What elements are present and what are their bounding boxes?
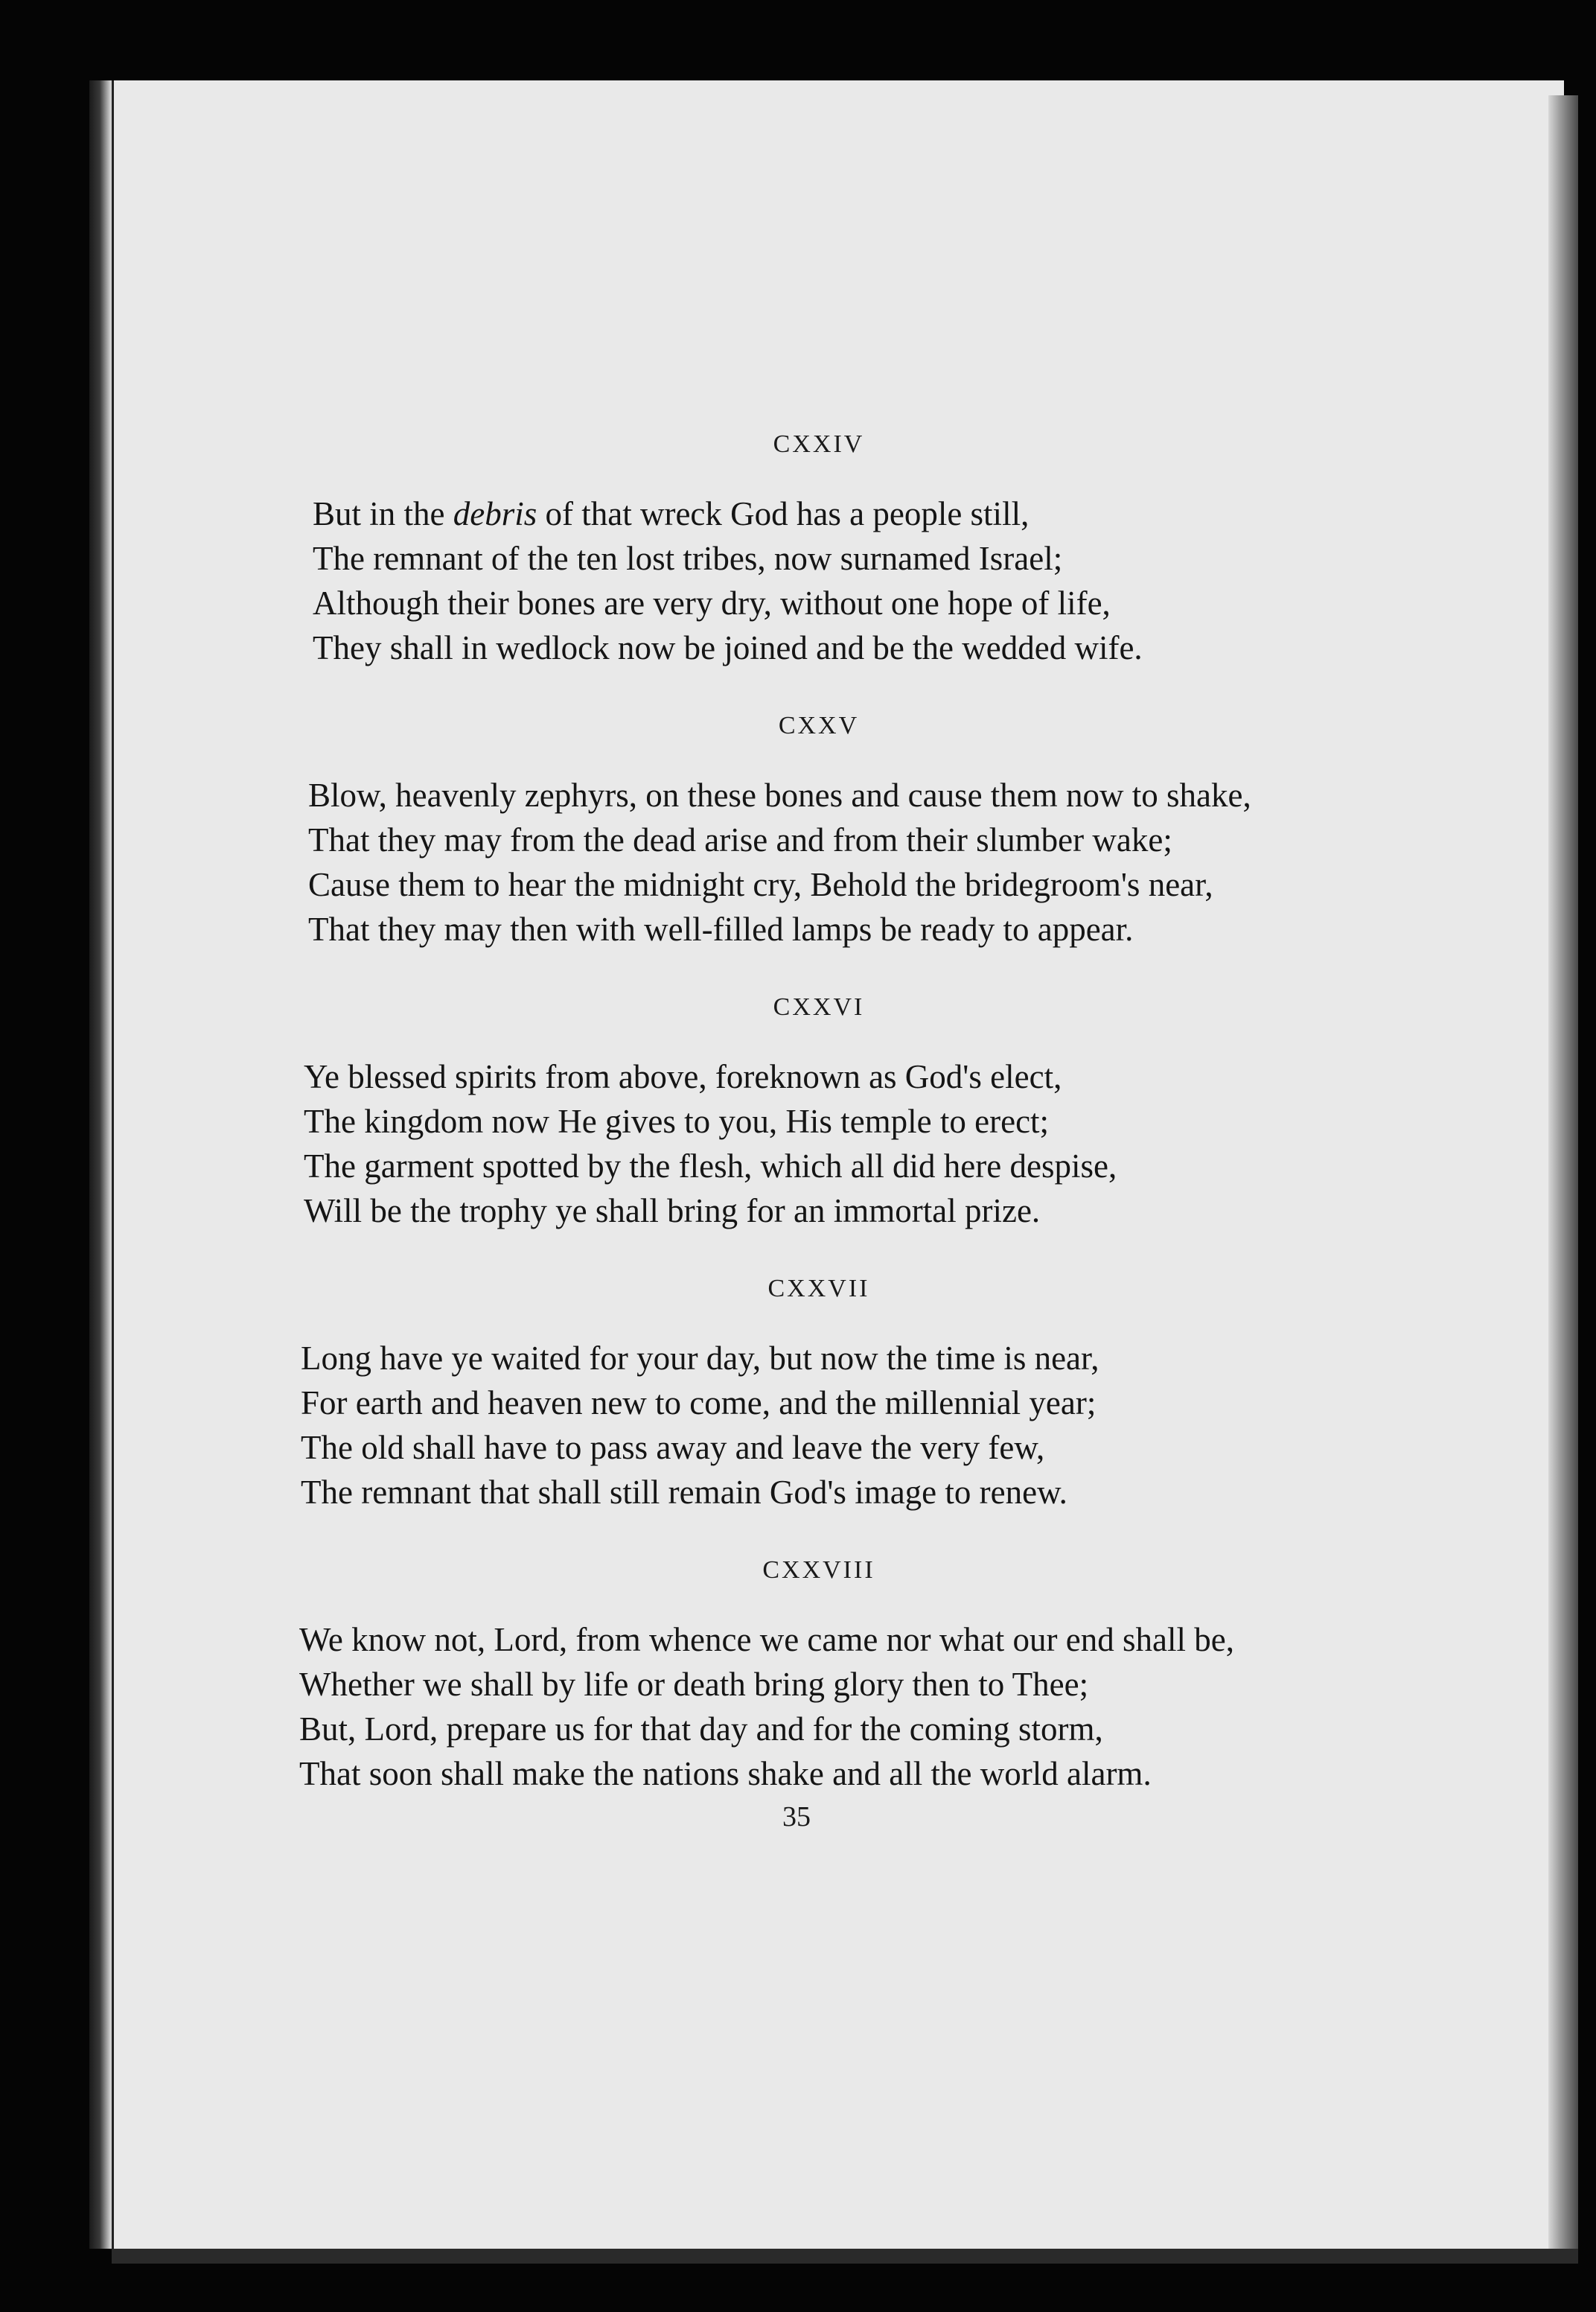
stanza-cxxvi [304, 993, 1346, 1233]
verse-line: Will be the trophy ye shall bring for an immortal prize. [304, 1192, 1041, 1229]
verse-line: Ye blessed spirits from above, foreknown as God's elect, [304, 1058, 1062, 1095]
stanza-numeral: CXXV [778, 712, 860, 739]
stanza-cxxvii [301, 1275, 1343, 1515]
stanza-numeral: CXXVII [767, 1275, 870, 1302]
verse-line: Blow, heavenly zephyrs, on these bones and cause them now to shake, [308, 777, 1251, 814]
page-number: 35 [782, 1801, 811, 1832]
stanza-lines [308, 773, 1350, 952]
verse-line: Long have ye waited for your day, but now the time is near, [301, 1340, 1099, 1377]
verse-line: Although their bones are very dry, without one hope of life, [313, 585, 1111, 622]
verse-line: We know not, Lord, from whence we came nor what our end shall be, [299, 1621, 1234, 1658]
stanza-lines [301, 1336, 1343, 1515]
verse-line: The kingdom now He gives to you, His temple to erect; [304, 1103, 1050, 1140]
stanza-lines [299, 1617, 1341, 1796]
verse-line: Cause them to hear the midnight cry, Behold the bridegroom's near, [308, 866, 1213, 903]
stanza-cxxv [308, 712, 1350, 952]
verse-line: The remnant of the ten lost tribes, now surnamed Israel; [313, 540, 1063, 577]
verse-line: But in the debris of that wreck God has a people still, [313, 495, 1030, 532]
page-right-edge [1548, 95, 1578, 2255]
verse-line: Whether we shall by life or death bring glory then to Thee; [299, 1666, 1089, 1703]
page-bottom-edge [112, 2249, 1578, 2264]
verse-line: But, Lord, prepare us for that day and for the coming storm, [299, 1710, 1103, 1748]
verse-line: That they may from the dead arise and from their slumber wake; [308, 821, 1172, 859]
verse-line: That soon shall make the nations shake and all the world alarm. [299, 1755, 1152, 1792]
verse-line: They shall in wedlock now be joined and be the wedded wife. [313, 629, 1143, 666]
verse-line: The old shall have to pass away and leave the very few, [301, 1429, 1045, 1466]
stanza-cxxviii [299, 1556, 1341, 1796]
stanza-lines [313, 491, 1355, 670]
stanza-numeral: CXXVIII [762, 1556, 875, 1584]
stanza-numeral: CXXVI [773, 993, 865, 1021]
stanza-lines [304, 1054, 1346, 1233]
stanza-numeral: CXXIV [773, 430, 865, 458]
verse-line: The garment spotted by the flesh, which all did here despise, [304, 1147, 1117, 1185]
verse-line: For earth and heaven new to come, and the millennial year; [301, 1384, 1097, 1421]
stanza-cxxiv [313, 430, 1355, 670]
verse-line: That they may then with well-filled lamps be ready to appear. [308, 911, 1134, 948]
verse-line: The remnant that shall still remain God's image to renew. [301, 1474, 1067, 1511]
